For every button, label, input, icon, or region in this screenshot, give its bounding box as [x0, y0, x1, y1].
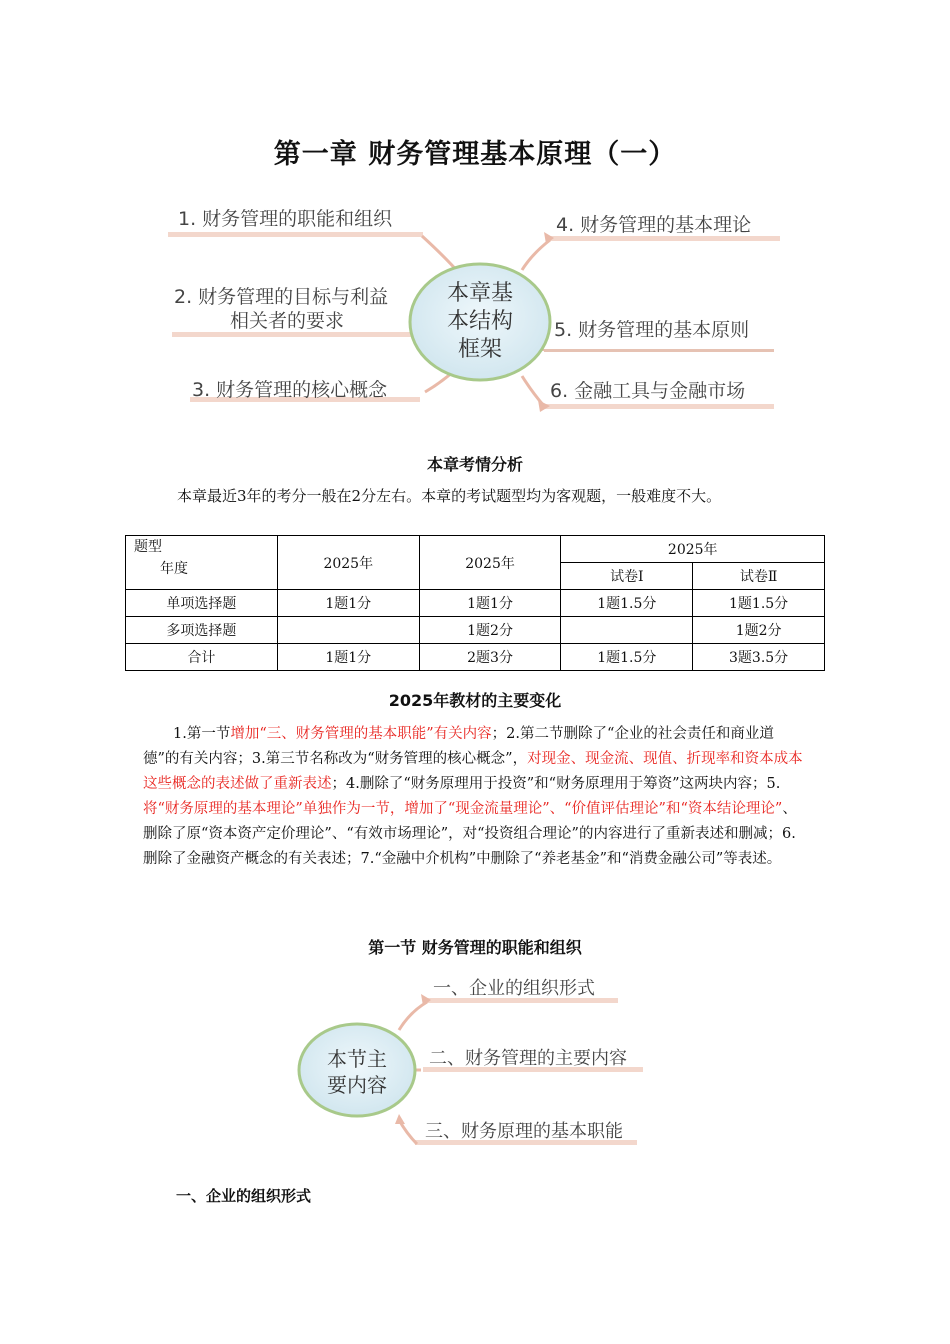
- section-center-label: [307, 1046, 407, 1098]
- table-cell: 1题2分: [419, 617, 561, 644]
- section-item-3: 三、财务原理的基本职能: [425, 1121, 623, 1142]
- page-title: 第一章 财务管理基本原理（一）: [273, 139, 677, 170]
- changes-text-4: 、删除了原“资本资产定价理论”、“有效市场理论”，对“投资组合理论”的内容进行了重新表述和删减；6.删除了金融资产概念的有关表述；7.“金融中介机构”中删除了“养老基金”和“消费金融公司”等表述。: [143, 801, 797, 867]
- center-line-2: 本结构: [446, 309, 513, 334]
- table-cell: 1题1分: [277, 590, 419, 617]
- table-cell: 1题1.5分: [561, 644, 693, 671]
- section-center-line-2: 要内容: [327, 1073, 387, 1097]
- table-cell: 1题1.5分: [693, 590, 825, 617]
- section-item-1: 一、企业的组织形式: [433, 978, 595, 999]
- changes-highlight-3: 将“财务原理的基本理论”单独作为一节，增加了“现金流量理论”、“价值评估理论”和“资本结论理论”: [143, 801, 783, 817]
- table-row: [126, 644, 825, 671]
- changes-highlight-2: 对现金、现金流、现值、折现率和资本成本这些概念的表述做了重新表述: [143, 751, 803, 792]
- diagram-item-5: 5. 财务管理的基本原则: [554, 319, 750, 341]
- analysis-heading: 本章考情分析: [426, 455, 523, 474]
- diagram-item-3: 3. 财务管理的核心概念: [192, 379, 388, 401]
- underline-5: [544, 349, 774, 352]
- row-label: 合计: [126, 644, 278, 671]
- table-cell: [561, 617, 693, 644]
- diagram-item-4: 4. 财务管理的基本理论: [556, 214, 752, 236]
- table-corner-cell: [126, 536, 278, 590]
- table-paper-1: 试卷Ⅰ: [561, 563, 693, 590]
- changes-heading: 2025年教材的主要变化: [388, 691, 562, 710]
- table-cell: 1题2分: [693, 617, 825, 644]
- table-cell: 2题3分: [419, 644, 561, 671]
- arrow-4: [522, 240, 550, 270]
- corner-type-label: 题型: [134, 539, 162, 555]
- row-label: 单项选择题: [126, 590, 278, 617]
- table-row: [126, 590, 825, 617]
- section-center-line-1: 本节主: [327, 1047, 387, 1071]
- table-year-1: 2025年: [277, 536, 419, 590]
- diagram-item-2-cont: 相关者的要求: [230, 310, 345, 332]
- center-line-1: 本章基: [446, 281, 513, 306]
- table-year-2: 2025年: [419, 536, 561, 590]
- diagram-item-1: 1. 财务管理的职能和组织: [178, 208, 393, 230]
- diagram-item-2: 2. 财务管理的目标与利益: [174, 286, 389, 308]
- exam-score-table: [125, 535, 825, 671]
- table-cell: 1题1.5分: [561, 590, 693, 617]
- underline-6: [544, 404, 774, 409]
- table-cell: 3题3.5分: [693, 644, 825, 671]
- section-item-2: 二、财务管理的主要内容: [429, 1048, 627, 1069]
- changes-text-3: ；4.删除了“财务原理用于投资”和“财务原理用于筹资”这两块内容；5.: [331, 776, 781, 792]
- changes-paragraph: [143, 722, 807, 872]
- changes-text-1: 1.第一节: [173, 726, 231, 742]
- table-cell: 1题1分: [277, 644, 419, 671]
- row-label: 多项选择题: [126, 617, 278, 644]
- chapter-structure-diagram: [160, 192, 800, 420]
- corner-year-label: 年度: [160, 561, 188, 577]
- table-year-3: 2025年: [561, 536, 825, 563]
- section-arrow-1: [399, 1002, 427, 1030]
- table-cell: [277, 617, 419, 644]
- changes-highlight-1: 增加“三、财务管理的基本职能”有关内容: [230, 726, 492, 742]
- section-content-diagram: [295, 972, 655, 1152]
- subsection-heading: 一、企业的组织形式: [176, 1187, 312, 1205]
- diagram-center-label: [430, 280, 530, 364]
- table-cell: 1题1分: [419, 590, 561, 617]
- section-heading: 第一节 财务管理的职能和组织: [368, 938, 582, 957]
- table-paper-2: 试卷Ⅱ: [693, 563, 825, 590]
- changes-text-2: ；2.第二节删除了“企业的社会责任和商业道德”的有关内容；3.第三节名称改为“财务管理的核心概念”，: [143, 726, 774, 767]
- underline-1: [168, 232, 423, 237]
- center-line-3: 框架: [457, 337, 502, 362]
- table-header-row: [126, 536, 825, 563]
- analysis-intro: 本章最近3年的考分一般在2分左右。本章的考试题型均为客观题，一般难度不大。: [177, 487, 722, 505]
- diagram-item-6: 6. 金融工具与金融市场: [550, 380, 746, 402]
- table-row: [126, 617, 825, 644]
